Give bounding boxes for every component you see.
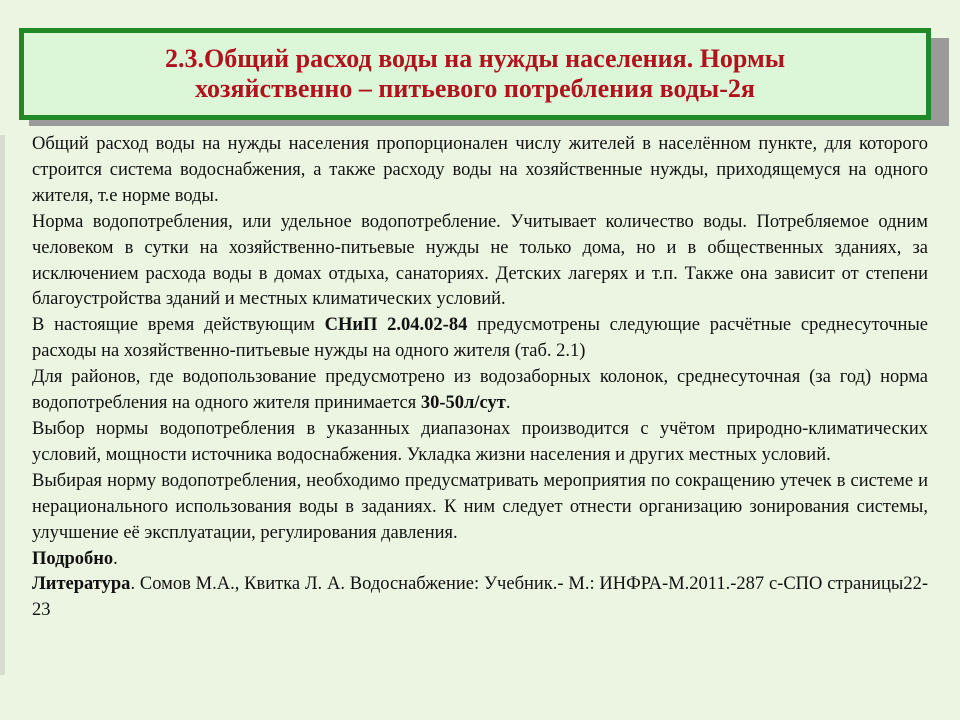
literature-label: Литература [32, 574, 131, 595]
left-decor-strip [0, 135, 5, 675]
paragraph-total-water-use: Общий расход воды на нужды населения пропорционален числу жителей в населённом пункте, для которого строится система водоснабжения, а также расходу воды на хозяйственные нужды, приходящемуся на одного жителя, т.е норме воды. [32, 134, 928, 206]
paragraph-snip [32, 313, 928, 365]
paragraph-leak-measures: Выбирая норму водопотребления, необходимо предусматривать мероприятия по сокращению утечек в системе и нерационального использования воды в заданиях. К ним следует отнести организацию зонирования системы, улучшение её эксплуатации, регулирования давления. [32, 470, 928, 543]
paragraph-standpipes-text-a: Для районов, где водопользование предусмотрено из водозаборных колонок, среднесуточная (за год) норма водопотребления на одного жителя принимается [32, 367, 928, 414]
paragraph-norm-selection: Выбор нормы водопотребления в указанных диапазонах производится с учётом природно-климатических условий, мощности источника водоснабжения. Укладка жизни населения и других местных условий. [32, 418, 928, 465]
standpipe-norm-value: 30-50л/сут [420, 393, 506, 414]
paragraph-snip-text-b: предусмотрены следующие расчётные среднесуточные расходы на хозяйственно-питьевые нужды на одного жителя (таб. 2.1) [32, 315, 929, 362]
paragraph-details [32, 547, 928, 573]
slide-body [32, 132, 928, 624]
details-label: Подробно [32, 548, 114, 569]
details-dot: . [113, 548, 118, 569]
paragraph-snip-text-a: В настоящие время действующим [32, 315, 325, 336]
slide-title-line-2: хозяйственно – питьевого потребления воды-2я [195, 74, 755, 103]
slide-title-box [19, 28, 931, 120]
paragraph-literature [32, 572, 928, 624]
slide-title-line-1: 2.3.Общий расход воды на нужды населения. Нормы [164, 44, 786, 73]
snip-code: СНиП 2.04.02-84 [324, 315, 468, 336]
paragraph-standpipes [32, 365, 928, 417]
paragraph-consumption-norm: Норма водопотребления, или удельное водопотребление. Учитывает количество воды. Потребляемое одним человеком в сутки на хозяйственно-питьевые нужды не только дома, но и в общественных зданиях, за исключением расхода воды в домах отдыха, санаториях. Детских лагерях и т.п. Также она зависит от степени благоустройства зданий и местных климатических условий. [32, 211, 928, 310]
literature-reference: . Сомов М.А., Квитка Л. А. Водоснабжение: Учебник.- М.: ИНФРА-М.2011.-287 с-СПО страницы22-23 [32, 574, 928, 621]
paragraph-standpipes-text-b: . [505, 393, 511, 414]
